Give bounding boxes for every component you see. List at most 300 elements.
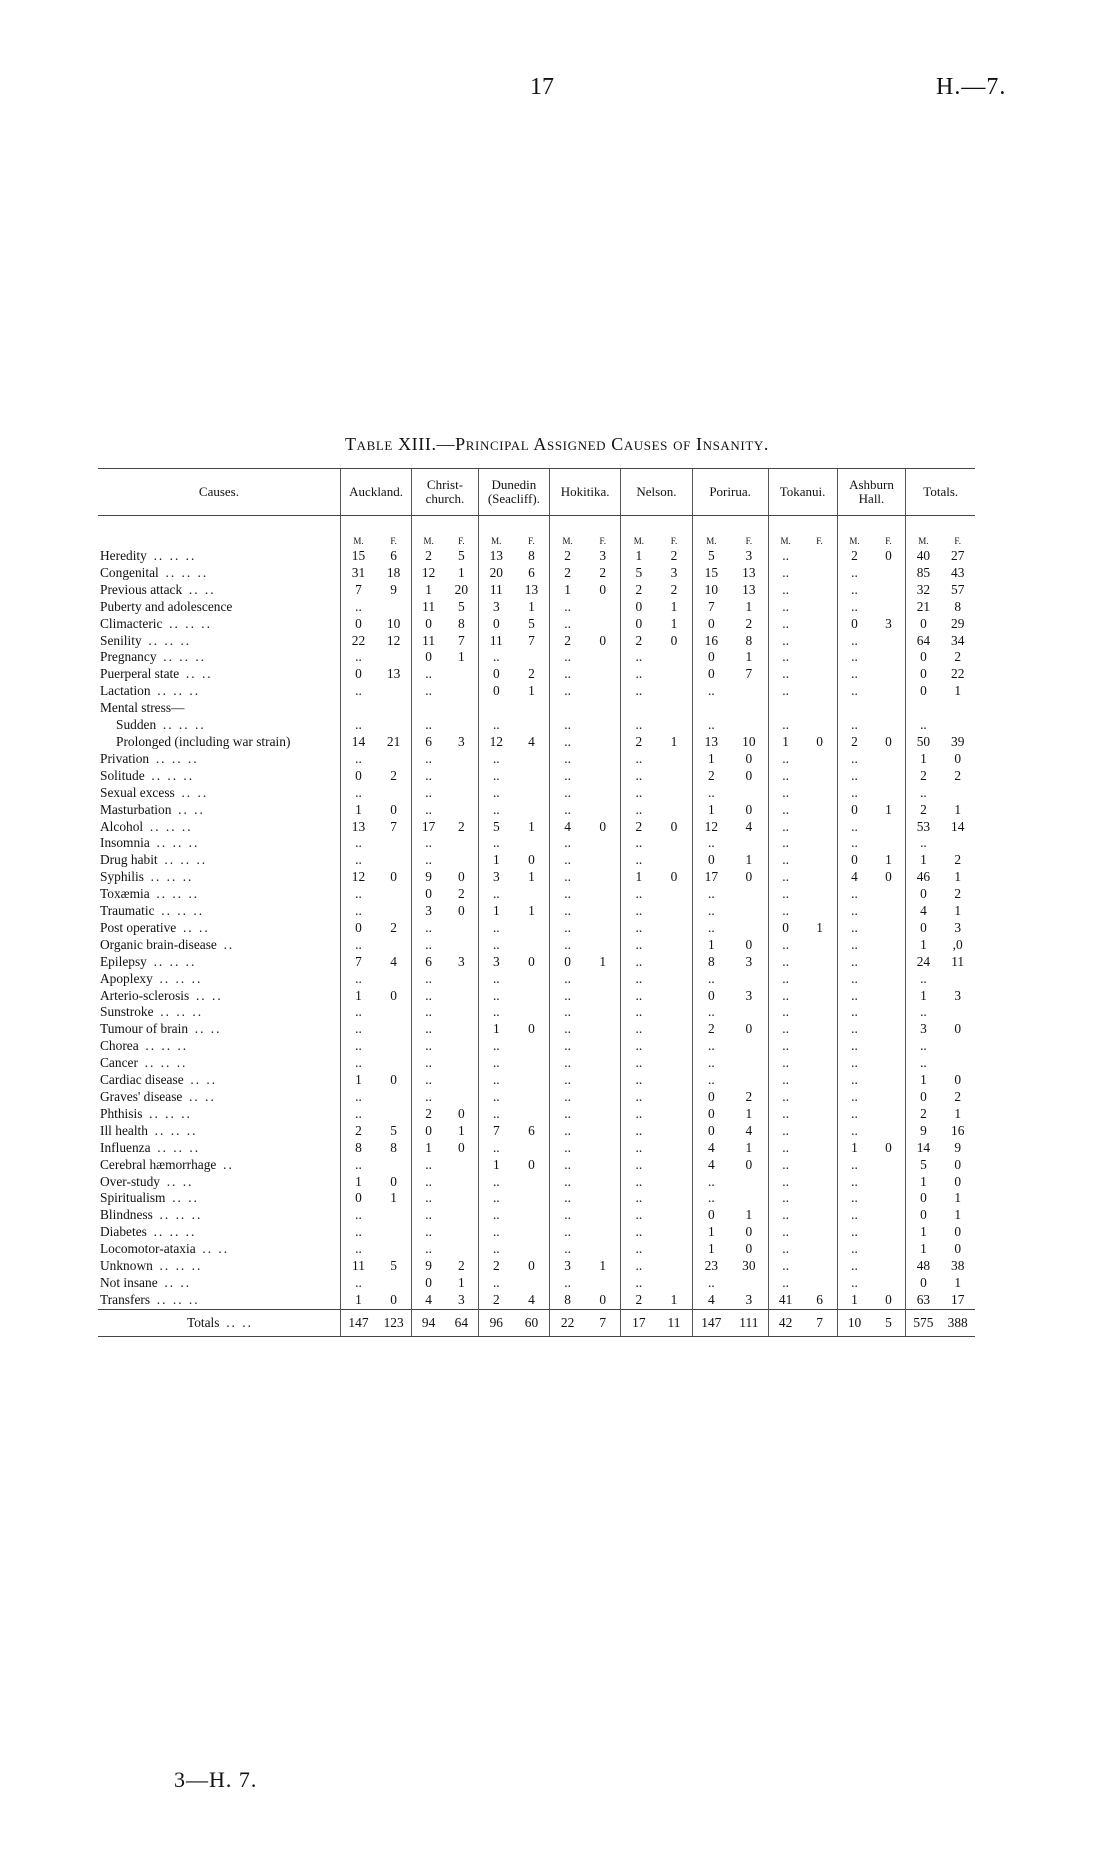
male-value: 42 xyxy=(768,1309,802,1336)
female-value xyxy=(445,937,478,954)
female-value xyxy=(656,1038,692,1055)
table-row xyxy=(98,988,975,1005)
female-value xyxy=(871,971,905,988)
table-row xyxy=(98,1190,975,1207)
male-value: 1 xyxy=(906,1072,940,1089)
female-value: 13 xyxy=(386,666,401,682)
leader-dots: .. .. .. xyxy=(153,548,197,563)
male-value: .. xyxy=(768,1241,802,1258)
male-value: .. xyxy=(412,988,445,1005)
female-value xyxy=(871,751,905,768)
female-value xyxy=(803,852,837,869)
table-row xyxy=(98,1106,975,1123)
male-value: .. xyxy=(340,1157,376,1174)
cause-label: Masturbation xyxy=(100,801,172,817)
cause-label: Over-study xyxy=(100,1173,160,1189)
male-value: .. xyxy=(837,565,871,582)
male-value: .. xyxy=(550,734,586,751)
male-value: .. xyxy=(768,835,802,852)
female-value xyxy=(585,683,621,700)
male-value: 0 xyxy=(906,1207,940,1224)
female-value: 0 xyxy=(954,1021,962,1037)
cause-cell xyxy=(98,819,340,836)
male-value: .. xyxy=(550,1241,586,1258)
male-value: 7 xyxy=(340,954,376,971)
female-value: 0 xyxy=(954,1241,962,1257)
female-value xyxy=(803,1021,837,1038)
male-value: .. xyxy=(837,1055,871,1072)
male-value: 3 xyxy=(478,954,514,971)
male-value: .. xyxy=(478,1207,514,1224)
cause-label: Congenital xyxy=(100,564,159,580)
male-value: 2 xyxy=(837,548,871,565)
female-value xyxy=(871,1123,905,1140)
female-value xyxy=(585,1055,621,1072)
female-value: 1 xyxy=(745,852,753,868)
male-value: .. xyxy=(768,1055,802,1072)
female-value xyxy=(803,1123,837,1140)
female-value: 5 xyxy=(458,548,465,563)
female-value: 2 xyxy=(670,548,678,563)
cause-label: Alcohol xyxy=(100,818,144,834)
female-value xyxy=(871,785,905,802)
male-value: 0 xyxy=(692,1089,730,1106)
male-value: .. xyxy=(692,920,730,937)
female-value xyxy=(871,1038,905,1055)
female-value xyxy=(871,1258,905,1275)
male-value: 23 xyxy=(692,1258,730,1275)
female-value xyxy=(730,683,768,700)
cause-label: Climacteric xyxy=(100,615,163,631)
leader-dots: .. .. .. xyxy=(157,1139,201,1155)
male-value: .. xyxy=(621,785,657,802)
male-value: 2 xyxy=(692,1021,730,1038)
female-value: 17 xyxy=(951,1291,965,1307)
male-value: .. xyxy=(550,666,586,683)
female-value xyxy=(803,819,837,836)
female-value xyxy=(871,1089,905,1106)
female-value xyxy=(514,971,550,988)
cause-label: Cancer xyxy=(100,1055,138,1071)
table-title-prefix: Table xyxy=(345,434,393,454)
male-value: .. xyxy=(550,903,586,920)
male-value: 1 xyxy=(692,1241,730,1258)
causes-of-insanity-table xyxy=(98,468,975,1337)
male-value: .. xyxy=(837,835,871,852)
male-value: .. xyxy=(550,1190,586,1207)
male-value: 2 xyxy=(837,734,871,751)
female-value: 3 xyxy=(954,987,962,1003)
female-value xyxy=(585,802,621,819)
cause-cell xyxy=(98,1241,340,1258)
female-value xyxy=(585,734,621,751)
male-value: .. xyxy=(621,1123,657,1140)
female-value: 1 xyxy=(954,683,962,699)
female-value: 3 xyxy=(458,953,465,969)
male-value: 2 xyxy=(621,633,657,650)
female-value xyxy=(514,937,550,954)
male-value: .. xyxy=(621,1207,657,1224)
header-row xyxy=(98,469,975,516)
male-value: 2 xyxy=(692,768,730,785)
female-value xyxy=(585,768,621,785)
female-value xyxy=(514,1190,550,1207)
female-value xyxy=(803,1241,837,1258)
female-value: 3 xyxy=(599,548,607,563)
male-value: .. xyxy=(837,937,871,954)
cause-label: Senility xyxy=(100,632,142,648)
male-value: .. xyxy=(621,903,657,920)
male-value: 63 xyxy=(906,1292,940,1309)
male-value: 1 xyxy=(340,802,376,819)
cause-cell xyxy=(98,971,340,988)
female-value xyxy=(585,785,621,802)
female-value xyxy=(376,1207,412,1224)
female-value xyxy=(871,1190,905,1207)
male-value: .. xyxy=(412,920,445,937)
cause-cell xyxy=(98,768,340,785)
female-value: 6 xyxy=(390,548,397,563)
male-value: .. xyxy=(550,1106,586,1123)
table-row xyxy=(98,835,975,852)
male-value: 1 xyxy=(906,852,940,869)
male-value: 147 xyxy=(692,1309,730,1336)
male-value: .. xyxy=(340,717,376,734)
male-value: .. xyxy=(837,1021,871,1038)
male-value: .. xyxy=(550,1140,586,1157)
male-value: .. xyxy=(621,802,657,819)
col-tokanui: Tokanui. xyxy=(768,469,837,516)
cause-label: Chorea xyxy=(100,1038,139,1054)
female-value: 4 xyxy=(745,1122,753,1138)
male-value: .. xyxy=(340,1089,376,1106)
leader-dots: .. .. .. xyxy=(145,1038,189,1054)
female-value xyxy=(445,768,478,785)
male-value: 2 xyxy=(412,1106,445,1123)
cause-label: Apoplexy xyxy=(100,970,153,986)
male-value: .. xyxy=(412,1207,445,1224)
female-value: 43 xyxy=(951,564,965,580)
cause-label: Blindness xyxy=(100,1207,153,1223)
female-value: 13 xyxy=(524,581,539,597)
table-row xyxy=(98,633,975,650)
female-value xyxy=(871,666,905,683)
male-value: 0 xyxy=(412,616,445,633)
female-value xyxy=(585,599,621,616)
female-value xyxy=(871,683,905,700)
male-value: .. xyxy=(478,988,514,1005)
male-value: 575 xyxy=(906,1309,940,1336)
leader-dots: .. .. .. xyxy=(160,1004,204,1020)
female-value: 2 xyxy=(954,886,962,902)
male-value: 6 xyxy=(412,734,445,751)
male-value: .. xyxy=(550,717,586,734)
female-value xyxy=(514,1174,550,1191)
col-ashburn-hall-label: Ashburn Hall. xyxy=(849,477,894,506)
female-value: 2 xyxy=(954,1089,962,1104)
male-value: .. xyxy=(837,1038,871,1055)
cause-label: Phthisis xyxy=(100,1105,143,1121)
female-value: 0 xyxy=(885,733,892,749)
male-value: 22 xyxy=(550,1309,586,1336)
cause-cell xyxy=(98,852,340,869)
male-value: .. xyxy=(478,717,514,734)
male-value: .. xyxy=(837,903,871,920)
male-value: .. xyxy=(768,1072,802,1089)
female-value xyxy=(871,1055,905,1072)
female-value: 0 xyxy=(390,1072,397,1088)
table-row xyxy=(98,785,975,802)
female-value xyxy=(376,683,412,700)
female-value xyxy=(803,1207,837,1224)
leader-dots: .. .. .. xyxy=(165,564,209,580)
female-value: 2 xyxy=(390,919,397,935)
table-row xyxy=(98,1021,975,1038)
male-value: .. xyxy=(692,785,730,802)
male-value: 11 xyxy=(478,633,514,650)
female-value xyxy=(514,1038,550,1055)
male-value: 24 xyxy=(906,954,940,971)
female-value xyxy=(871,920,905,937)
leader-dots: .. .. .. xyxy=(162,717,206,733)
female-value xyxy=(803,565,837,582)
female-value xyxy=(585,937,621,954)
male-value: 0 xyxy=(621,599,657,616)
female-value: 111 xyxy=(730,1309,768,1336)
male-value: .. xyxy=(768,683,802,700)
female-value: 3 xyxy=(458,1291,465,1307)
male-value xyxy=(340,700,376,717)
male-value: 8 xyxy=(550,1292,586,1309)
female-value xyxy=(445,683,478,700)
female-value xyxy=(656,937,692,954)
male-value: .. xyxy=(478,649,514,666)
male-value: .. xyxy=(412,1089,445,1106)
male-value: .. xyxy=(412,1157,445,1174)
cause-label: Not insane xyxy=(100,1274,158,1290)
male-value: 10 xyxy=(837,1309,871,1336)
male-value: .. xyxy=(478,971,514,988)
male-value: .. xyxy=(621,1275,657,1292)
male-value: .. xyxy=(837,1106,871,1123)
table-row xyxy=(98,1055,975,1072)
female-value xyxy=(514,988,550,1005)
female-value: 9 xyxy=(390,581,397,597)
male-value: 1 xyxy=(340,988,376,1005)
female-value xyxy=(871,1241,905,1258)
female-value xyxy=(940,717,975,734)
male-value: .. xyxy=(837,717,871,734)
female-value xyxy=(445,971,478,988)
male-value: .. xyxy=(412,802,445,819)
male-label: M. xyxy=(621,534,657,548)
female-value xyxy=(514,835,550,852)
female-value xyxy=(803,869,837,886)
male-value: .. xyxy=(340,1004,376,1021)
female-value: 12 xyxy=(386,632,401,648)
male-value: .. xyxy=(621,1021,657,1038)
male-value: 3 xyxy=(412,903,445,920)
female-label: F. xyxy=(390,536,397,546)
male-value: .. xyxy=(837,886,871,903)
male-value: 3 xyxy=(478,599,514,616)
male-value: .. xyxy=(906,835,940,852)
table-row xyxy=(98,886,975,903)
male-value: .. xyxy=(621,683,657,700)
female-value xyxy=(803,785,837,802)
table-row xyxy=(98,700,975,717)
male-value: .. xyxy=(837,768,871,785)
female-value xyxy=(585,988,621,1005)
female-value: 2 xyxy=(390,767,397,783)
female-value: 2 xyxy=(954,767,962,783)
female-value: 2 xyxy=(954,649,962,665)
leader-dots: .. .. xyxy=(226,1314,253,1330)
female-value: 8 xyxy=(390,1139,397,1155)
female-value xyxy=(803,971,837,988)
female-value: 0 xyxy=(528,1156,535,1172)
male-value: .. xyxy=(478,1072,514,1089)
female-value: 2 xyxy=(528,666,535,682)
female-value xyxy=(585,1106,621,1123)
female-value: 1 xyxy=(458,649,465,665)
female-value xyxy=(585,700,621,717)
male-value: .. xyxy=(621,1241,657,1258)
male-value: .. xyxy=(837,649,871,666)
male-value: .. xyxy=(478,886,514,903)
male-value: .. xyxy=(340,683,376,700)
leader-dots: .. .. .. xyxy=(163,649,207,665)
female-value xyxy=(514,1055,550,1072)
female-value xyxy=(514,751,550,768)
female-value xyxy=(871,1275,905,1292)
male-value: .. xyxy=(768,1258,802,1275)
male-value: .. xyxy=(768,633,802,650)
male-value: .. xyxy=(340,1207,376,1224)
male-value: .. xyxy=(837,1224,871,1241)
female-value xyxy=(940,700,975,717)
female-value: 39 xyxy=(951,733,965,749)
female-value xyxy=(803,1258,837,1275)
male-value: 0 xyxy=(906,666,940,683)
leader-dots: .. .. xyxy=(189,1089,216,1104)
female-value xyxy=(940,835,975,852)
female-value: 1 xyxy=(885,852,892,868)
female-value xyxy=(376,1106,412,1123)
female-value: 1 xyxy=(528,598,535,614)
cause-label: Syphilis xyxy=(100,869,144,885)
male-value: 85 xyxy=(906,565,940,582)
male-value: 0 xyxy=(412,649,445,666)
male-value: .. xyxy=(768,886,802,903)
male-value: .. xyxy=(478,1055,514,1072)
male-value: 1 xyxy=(906,1241,940,1258)
female-value: 0 xyxy=(670,632,678,648)
male-value: 13 xyxy=(340,819,376,836)
male-value: 4 xyxy=(550,819,586,836)
cause-cell xyxy=(98,785,340,802)
female-value: 3 xyxy=(885,615,892,631)
female-value: 1 xyxy=(954,1190,962,1206)
female-value xyxy=(514,649,550,666)
female-value xyxy=(585,1157,621,1174)
female-label: F. xyxy=(954,536,961,546)
female-value xyxy=(803,1275,837,1292)
male-value: 2 xyxy=(621,582,657,599)
table-title xyxy=(0,434,1114,455)
female-value: 13 xyxy=(742,581,756,597)
male-value: 9 xyxy=(412,1258,445,1275)
male-value xyxy=(837,700,871,717)
cause-label: Traumatic xyxy=(100,903,155,919)
leader-dots: .. .. .. xyxy=(156,1291,200,1307)
female-value xyxy=(514,1241,550,1258)
female-value: 0 xyxy=(745,1156,753,1172)
male-value: .. xyxy=(478,785,514,802)
female-value xyxy=(803,835,837,852)
male-value: 2 xyxy=(550,548,586,565)
female-value xyxy=(803,1174,837,1191)
male-value: .. xyxy=(621,751,657,768)
male-value: 7 xyxy=(340,582,376,599)
causes-header: Causes. xyxy=(98,469,340,516)
cause-label: Prolonged (including war strain) xyxy=(116,733,291,749)
male-value: 3 xyxy=(550,1258,586,1275)
male-value: .. xyxy=(837,599,871,616)
male-value: .. xyxy=(478,1190,514,1207)
male-value: .. xyxy=(837,1089,871,1106)
female-value: 0 xyxy=(885,1291,892,1307)
female-value: 1 xyxy=(458,564,465,580)
leader-dots: .. .. .. xyxy=(155,750,199,766)
female-value: 1 xyxy=(954,1274,962,1290)
male-value: 21 xyxy=(906,599,940,616)
male-value: 0 xyxy=(412,886,445,903)
male-value: 2 xyxy=(621,1292,657,1309)
female-value xyxy=(514,1275,550,1292)
male-value: 4 xyxy=(692,1292,730,1309)
female-value: 0 xyxy=(599,818,607,834)
male-value: .. xyxy=(550,1224,586,1241)
male-value: .. xyxy=(768,666,802,683)
male-value: .. xyxy=(768,785,802,802)
male-value: .. xyxy=(621,920,657,937)
male-value xyxy=(412,700,445,717)
leader-dots: .. .. xyxy=(164,1274,192,1290)
male-value: 1 xyxy=(906,1224,940,1241)
female-value: 1 xyxy=(458,1274,465,1290)
female-value xyxy=(656,1190,692,1207)
table-row xyxy=(98,819,975,836)
male-value: .. xyxy=(621,1190,657,1207)
female-value: 29 xyxy=(951,615,965,631)
male-value: .. xyxy=(550,616,586,633)
female-value xyxy=(445,835,478,852)
female-value xyxy=(730,700,768,717)
male-value: 3 xyxy=(906,1021,940,1038)
female-value xyxy=(656,971,692,988)
female-value xyxy=(445,852,478,869)
male-value xyxy=(906,700,940,717)
leader-dots: .. .. xyxy=(190,1072,218,1088)
male-value: 10 xyxy=(692,582,730,599)
male-value: .. xyxy=(906,1055,940,1072)
female-value xyxy=(445,751,478,768)
female-value: 1 xyxy=(885,801,892,817)
female-value xyxy=(871,1174,905,1191)
male-value: 17 xyxy=(621,1309,657,1336)
male-value: 2 xyxy=(621,734,657,751)
